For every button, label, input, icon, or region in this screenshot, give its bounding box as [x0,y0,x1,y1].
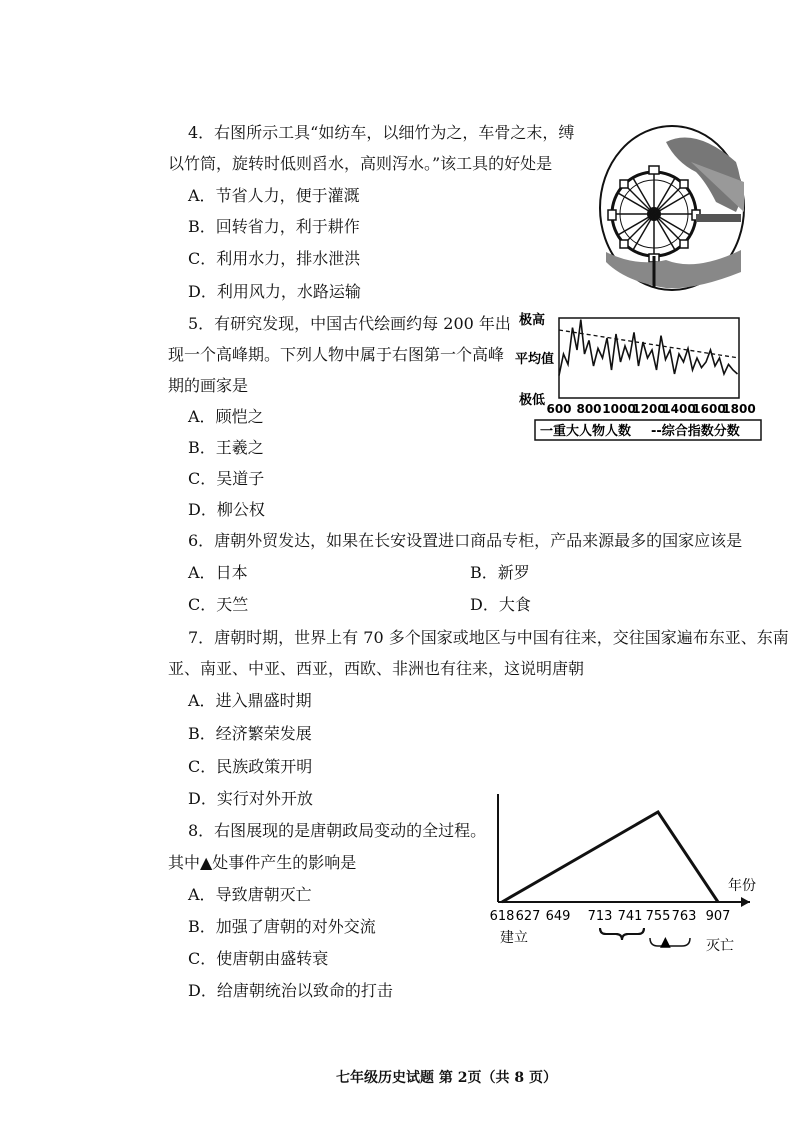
q7-stem-line2: 亚、南亚、中亚、西亚，西欧、非洲也有往来，这说明唐朝 [168,659,585,678]
q5-stem-line2: 现一个高峰期。下列人物中属于右图第一个高峰 [168,345,505,364]
x-tick-label: 1200 [632,402,666,416]
x-tick-label: 763 [671,909,697,924]
q6-stem-line1: 6．唐朝外贸发达，如果在长安设置进口商品专柜，产品来源最多的国家应该是 [188,531,743,550]
q5-stem-line3: 期的画家是 [168,376,249,395]
q4-option-c[interactable]: C．利用水力，排水泄洪 [188,249,361,268]
y-label-high: 极高 [519,313,546,328]
q6-option-b[interactable]: B．新罗 [470,563,530,582]
q7-option-a[interactable]: A．进入鼎盛时期 [188,691,312,710]
q7-option-d[interactable]: D．实行对外开放 [188,789,313,808]
x-tick-label: 1800 [722,402,756,416]
q4-option-d[interactable]: D．利用风力，水路运输 [188,282,361,301]
q5-option-b[interactable]: B．王羲之 [188,438,264,457]
x-tick-label: 1400 [662,402,696,416]
q8-stem-line2: 其中▲处事件产生的影响是 [168,853,357,872]
y-label-avg: 平均值 [515,352,555,367]
painting-peaks-chart [515,308,765,443]
q8-option-b[interactable]: B．加强了唐朝的对外交流 [188,917,376,936]
q4-stem-line1: 4．右图所示工具“如纺车，以细竹为之，车骨之末，缚 [188,123,575,142]
waterwheel-illustration-icon [596,122,748,294]
tang-political-change-chart [482,790,767,965]
q7-option-c[interactable]: C．民族政策开明 [188,757,313,776]
q4-option-b[interactable]: B．回转省力，利于耕作 [188,217,360,236]
legend-item-2: --综合指数分数 [651,424,740,439]
x-axis-title: 年份 [728,878,756,894]
label-fall: 灭亡 [706,938,734,954]
q6-option-c[interactable]: C．天竺 [188,595,249,614]
q6-option-a[interactable]: A．日本 [188,563,248,582]
x-tick-label: 1600 [692,402,726,416]
x-tick-label: 1000 [602,402,636,416]
q6-option-d[interactable]: D．大食 [470,595,531,614]
q8-option-c[interactable]: C．使唐朝由盛转衰 [188,949,329,968]
q8-option-a[interactable]: A．导致唐朝灭亡 [188,885,312,904]
page-footer: 七年级历史试题 第 2页（共 8 页） [336,1070,557,1086]
x-tick-label: 713 [587,909,613,924]
q7-stem-line1: 7．唐朝时期，世界上有 70 多个国家或地区与中国有往来，交往国家遍布东亚、东南 [188,628,789,647]
triangle-event-marker: ▲ [660,934,671,950]
q5-option-a[interactable]: A．顾恺之 [188,407,264,426]
brace-713-741 [600,928,644,940]
label-founded: 建立 [500,930,528,946]
q5-option-c[interactable]: C．吴道子 [188,469,265,488]
legend-item-1: 一重大人物人数 [540,424,632,439]
q7-option-b[interactable]: B．经济繁荣发展 [188,724,312,743]
x-tick-label: 649 [545,909,571,924]
x-tick-label: 741 [617,909,643,924]
x-tick-label: 600 [546,402,572,416]
q4-option-a[interactable]: A．节省人力，便于灌溉 [188,186,360,205]
q4-stem-line2: 以竹筒，旋转时低则舀水，高则泻水。”该工具的好处是 [168,154,553,173]
y-label-low: 极低 [519,393,546,408]
q8-stem-line1: 8．右图展现的是唐朝政局变动的全过程。 [188,821,487,840]
q8-option-d[interactable]: D．给唐朝统治以致命的打击 [188,981,393,1000]
x-tick-label: 800 [576,402,602,416]
x-axis-arrow [741,897,750,907]
x-tick-label: 618 [489,909,515,924]
x-tick-label: 907 [705,909,731,924]
q5-option-d[interactable]: D．柳公权 [188,500,265,519]
q5-stem-line1: 5．有研究发现，中国古代绘画约每 200 年出 [188,314,511,333]
x-tick-label: 755 [645,909,671,924]
tang-trend-line [502,812,718,902]
x-tick-label: 627 [515,909,541,924]
